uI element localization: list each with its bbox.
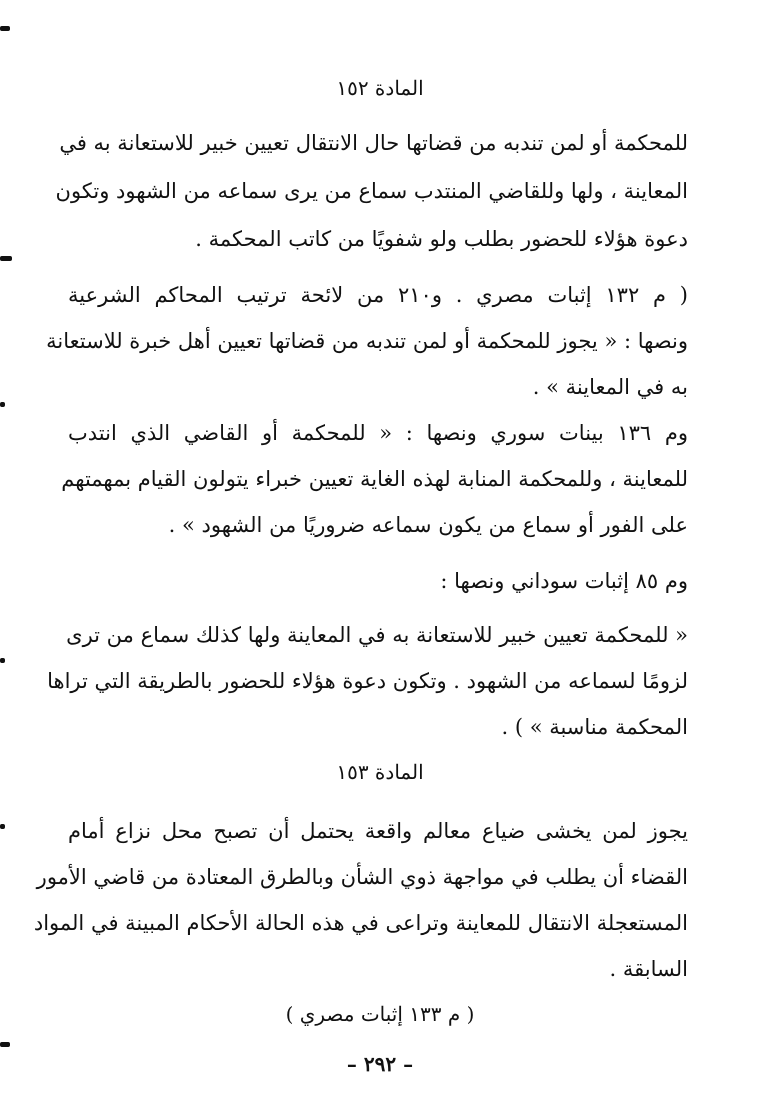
article-153-line-1: يجوز لمن يخشى ضياع معالم واقعة يحتمل أن تصبح محل نزاع أمام xyxy=(68,819,688,843)
ref-sudan-line-2: لزومًا لسماعه من الشهود . وتكون دعوة هؤلاء للحضور بالطريقة التي تراها xyxy=(47,669,688,693)
article-152-line-1: للمحكمة أو لمن تندبه من قضاتها حال الانتقال تعيين خبير للاستعانة به في xyxy=(59,131,688,155)
ref-sudan-line-3: المحكمة مناسبة » ) . xyxy=(501,715,688,739)
scan-mark xyxy=(0,26,10,31)
article-153-reference: ( م ١٣٣ إثبات مصري ) xyxy=(285,1002,475,1026)
article-153-line-3: المستعجلة الانتقال للمعاينة وتراعى في هذه الحالة الأحكام المبينة في المواد xyxy=(33,911,688,935)
ref-egypt-line-1: ( م ١٣٢ إثبات مصري . و٢١٠ من لائحة ترتيب المحاكم الشرعية xyxy=(68,283,688,307)
scan-mark xyxy=(0,402,5,407)
ref-syria-line-2: للمعاينة ، وللمحكمة المنابة لهذه الغاية تعيين خبراء يتولون القيام بمهمتهم xyxy=(61,467,688,491)
scan-mark xyxy=(0,824,5,829)
article-153-line-4: السابقة . xyxy=(609,957,688,981)
article-152-line-2: المعاينة ، ولها وللقاضي المنتدب سماع من يرى سماعه من الشهود وتكون xyxy=(55,179,688,203)
ref-sudan-line-1: « للمحكمة تعيين خبير للاستعانة به في المعاينة ولها كذلك سماع من ترى xyxy=(66,623,688,647)
scan-mark xyxy=(0,256,12,261)
article-153-title: المادة ١٥٣ xyxy=(336,760,424,784)
ref-egypt-line-2: ونصها : « يجوز للمحكمة أو لمن تندبه من قضاتها تعيين أهل خبرة للاستعانة xyxy=(46,329,688,353)
scan-mark xyxy=(0,658,5,663)
article-152-line-3: دعوة هؤلاء للحضور بطلب ولو شفويًا من كاتب المحكمة . xyxy=(195,227,688,251)
ref-egypt-line-3: به في المعاينة » . xyxy=(532,375,688,399)
article-153-line-2: القضاء أن يطلب في مواجهة ذوي الشأن وبالطرق المعتادة من قاضي الأمور xyxy=(36,865,688,889)
scan-mark xyxy=(0,1042,10,1047)
article-152-title: المادة ١٥٢ xyxy=(336,76,424,100)
ref-sudan-intro: وم ٨٥ إثبات سوداني ونصها : xyxy=(440,569,688,593)
ref-syria-line-3: على الفور أو سماع من يكون سماعه ضروريًا من الشهود » . xyxy=(168,513,688,537)
page-number: – ٢٩٢ – xyxy=(346,1052,414,1076)
ref-syria-line-1: وم ١٣٦ بينات سوري ونصها : « للمحكمة أو القاضي الذي انتدب xyxy=(68,421,688,445)
